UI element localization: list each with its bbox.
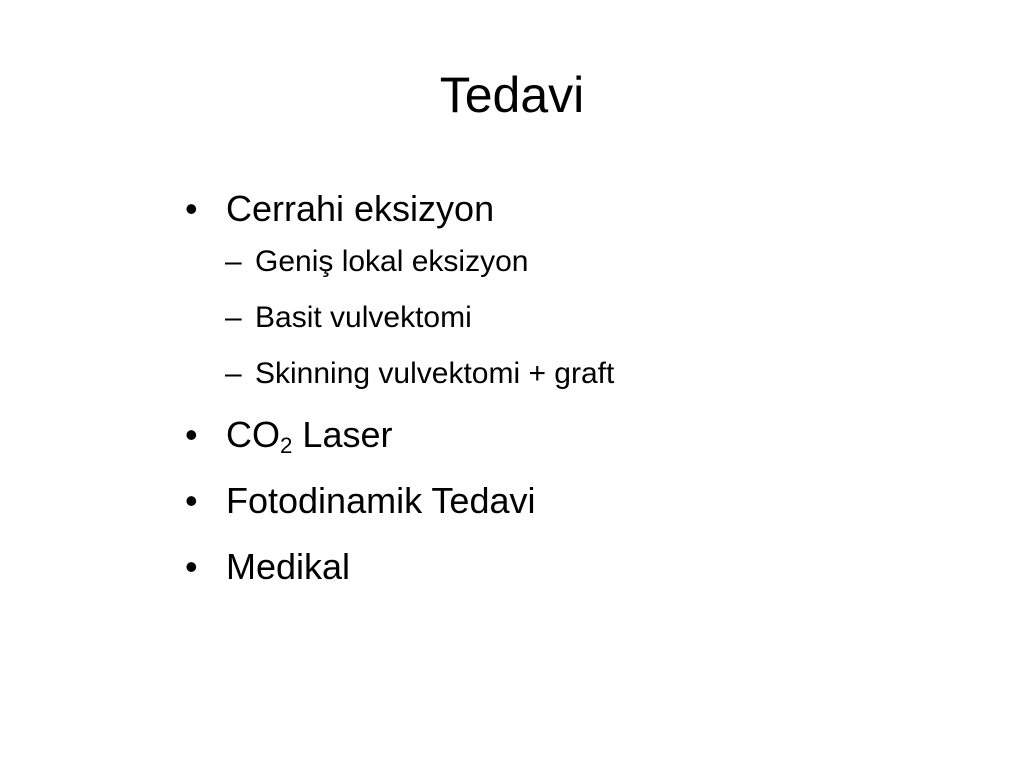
bullet-marker: • <box>185 480 198 521</box>
co2-suffix: Laser <box>292 414 393 455</box>
bullet-item-co2-laser <box>185 410 945 460</box>
bullet-marker: • <box>185 546 198 587</box>
bullet-text: Medikal <box>226 546 351 587</box>
co2-subscript: 2 <box>280 433 293 459</box>
co2-prefix: CO <box>226 414 280 455</box>
bullet-list <box>185 184 945 608</box>
sub-bullet-list <box>225 242 945 394</box>
sub-bullet-text: Skinning vulvektomi + graft <box>255 357 615 390</box>
bullet-marker: • <box>185 414 198 455</box>
bullet-marker: • <box>185 188 198 229</box>
sub-bullet-text: Geniş lokal eksizyon <box>255 245 529 278</box>
dash-marker: – <box>225 301 242 334</box>
sub-bullet-item-skinning-vulvektomi-graft <box>225 354 945 394</box>
bullet-text: Fotodinamik Tedavi <box>226 480 536 521</box>
dash-marker: – <box>225 357 242 390</box>
slide-title: Tedavi <box>439 67 585 123</box>
bullet-item-fotodinamik-tedavi <box>185 476 945 526</box>
sub-bullet-item-basit-vulvektomi <box>225 298 945 338</box>
dash-marker: – <box>225 245 242 278</box>
bullet-item-medikal <box>185 542 945 592</box>
sub-bullet-item-genis-lokal-eksizyon <box>225 242 945 282</box>
sub-bullet-text: Basit vulvektomi <box>255 301 472 334</box>
bullet-text: Cerrahi eksizyon <box>226 188 495 229</box>
bullet-item-cerrahi-eksizyon <box>185 184 945 394</box>
